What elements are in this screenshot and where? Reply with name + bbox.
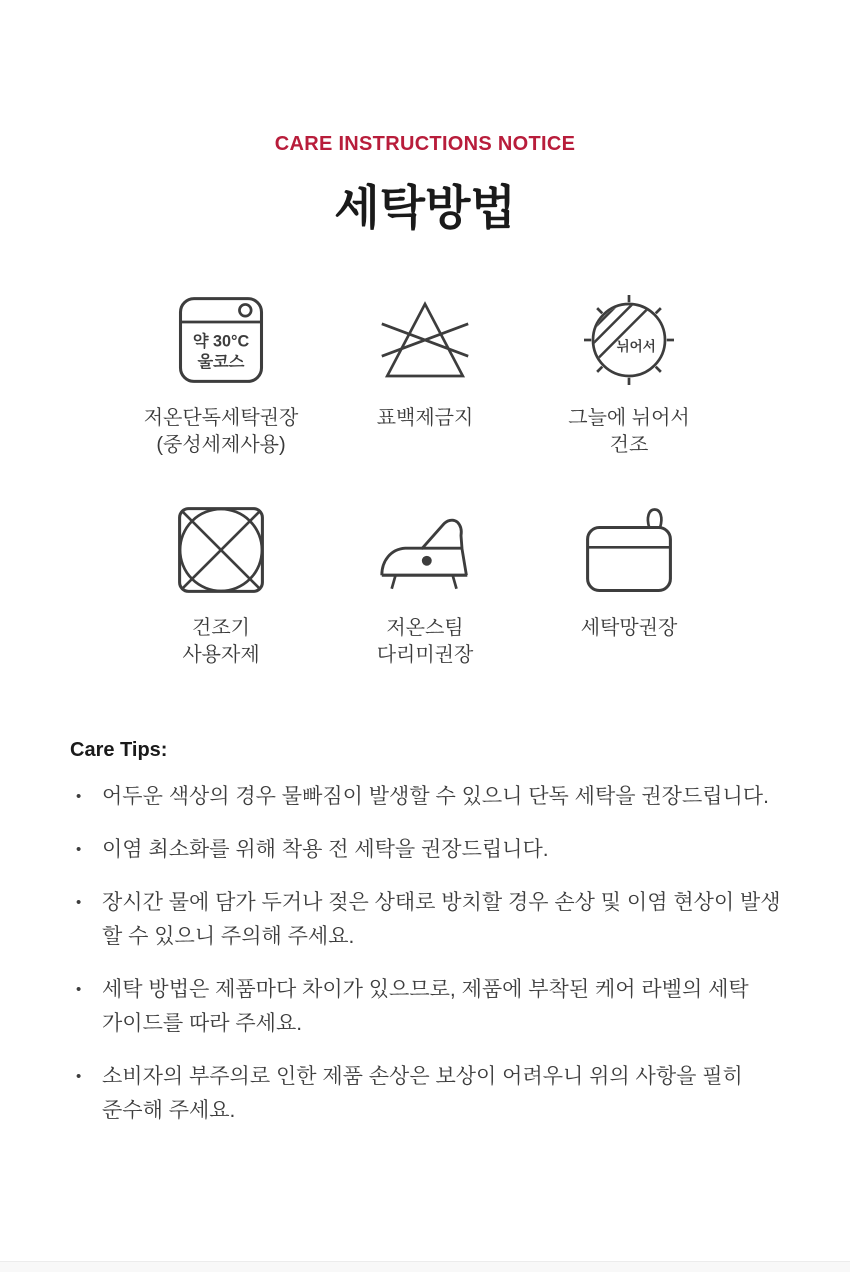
- care-tip-text: 어두운 색상의 경우 물빠짐이 발생할 수 있으니 단독 세탁을 권장드립니다.: [102, 785, 769, 808]
- care-symbol-low-steam-iron: [323, 505, 527, 669]
- bullet-icon: •: [76, 841, 82, 858]
- care-tip-item: [70, 833, 790, 867]
- care-tip-text: 이염 최소화를 위해 착용 전 세탁을 권장드립니다.: [102, 838, 549, 861]
- no-bleach-icon: [380, 295, 470, 385]
- care-tips-list: [70, 780, 790, 1128]
- svg-text:약 30°C: 약 30°C: [192, 332, 250, 351]
- symbol-label: 세탁망권장: [580, 617, 678, 639]
- care-tips-heading: Care Tips:: [70, 739, 168, 761]
- next-section-edge: [0, 1261, 850, 1272]
- care-symbol-laundry-net: [527, 505, 731, 669]
- care-symbol-washing-machine: [119, 295, 323, 459]
- symbol-label: 건조기 사용자제: [182, 617, 260, 666]
- bullet-icon: •: [76, 981, 82, 998]
- eyebrow-title: CARE INSTRUCTIONS NOTICE: [274, 133, 576, 155]
- care-tip-item: [70, 973, 790, 1041]
- care-symbol-no-tumble-dry: [119, 505, 323, 669]
- laundry-net-icon: [584, 505, 674, 595]
- care-symbol-shade-dry: [527, 295, 731, 459]
- care-tip-item: [70, 780, 790, 814]
- washing-machine-icon: [176, 295, 266, 385]
- bullet-icon: •: [76, 894, 82, 911]
- svg-text:뉘어서: 뉘어서: [616, 338, 656, 354]
- symbol-label: 저온스팀 다리미권장: [376, 617, 474, 666]
- no-tumble-dry-icon: [176, 505, 266, 595]
- symbol-label: 그늘에 뉘어서 건조: [568, 407, 690, 456]
- care-symbols-grid: [119, 295, 731, 669]
- symbol-label: 저온단독세탁권장 (중성세제사용): [143, 407, 299, 456]
- care-tip-text: 장시간 물에 담가 두거나 젖은 상태로 방치할 경우 손상 및 이염 현상이 발생 할 수 있으니 주의해 주세요.: [102, 891, 781, 948]
- low-steam-iron-icon: [380, 505, 470, 595]
- care-symbol-no-bleach: [323, 295, 527, 459]
- care-tip-item: [70, 1060, 790, 1128]
- shade-dry-icon: [584, 295, 674, 385]
- symbol-label: 표백제금지: [376, 407, 474, 429]
- bullet-icon: •: [76, 1068, 82, 1085]
- page-title: 세탁방법: [334, 181, 516, 234]
- care-tips-section: [70, 737, 790, 1128]
- care-tip-text: 소비자의 부주의로 인한 제품 손상은 보상이 어려우니 위의 사항을 필히 준수해 주세요.: [102, 1065, 743, 1122]
- care-tip-item: [70, 886, 790, 954]
- svg-text:울코스: 울코스: [197, 353, 245, 371]
- care-tip-text: 세탁 방법은 제품마다 차이가 있으므로, 제품에 부착된 케어 라벨의 세탁 가이드를 따라 주세요.: [102, 978, 749, 1035]
- bullet-icon: •: [76, 788, 82, 805]
